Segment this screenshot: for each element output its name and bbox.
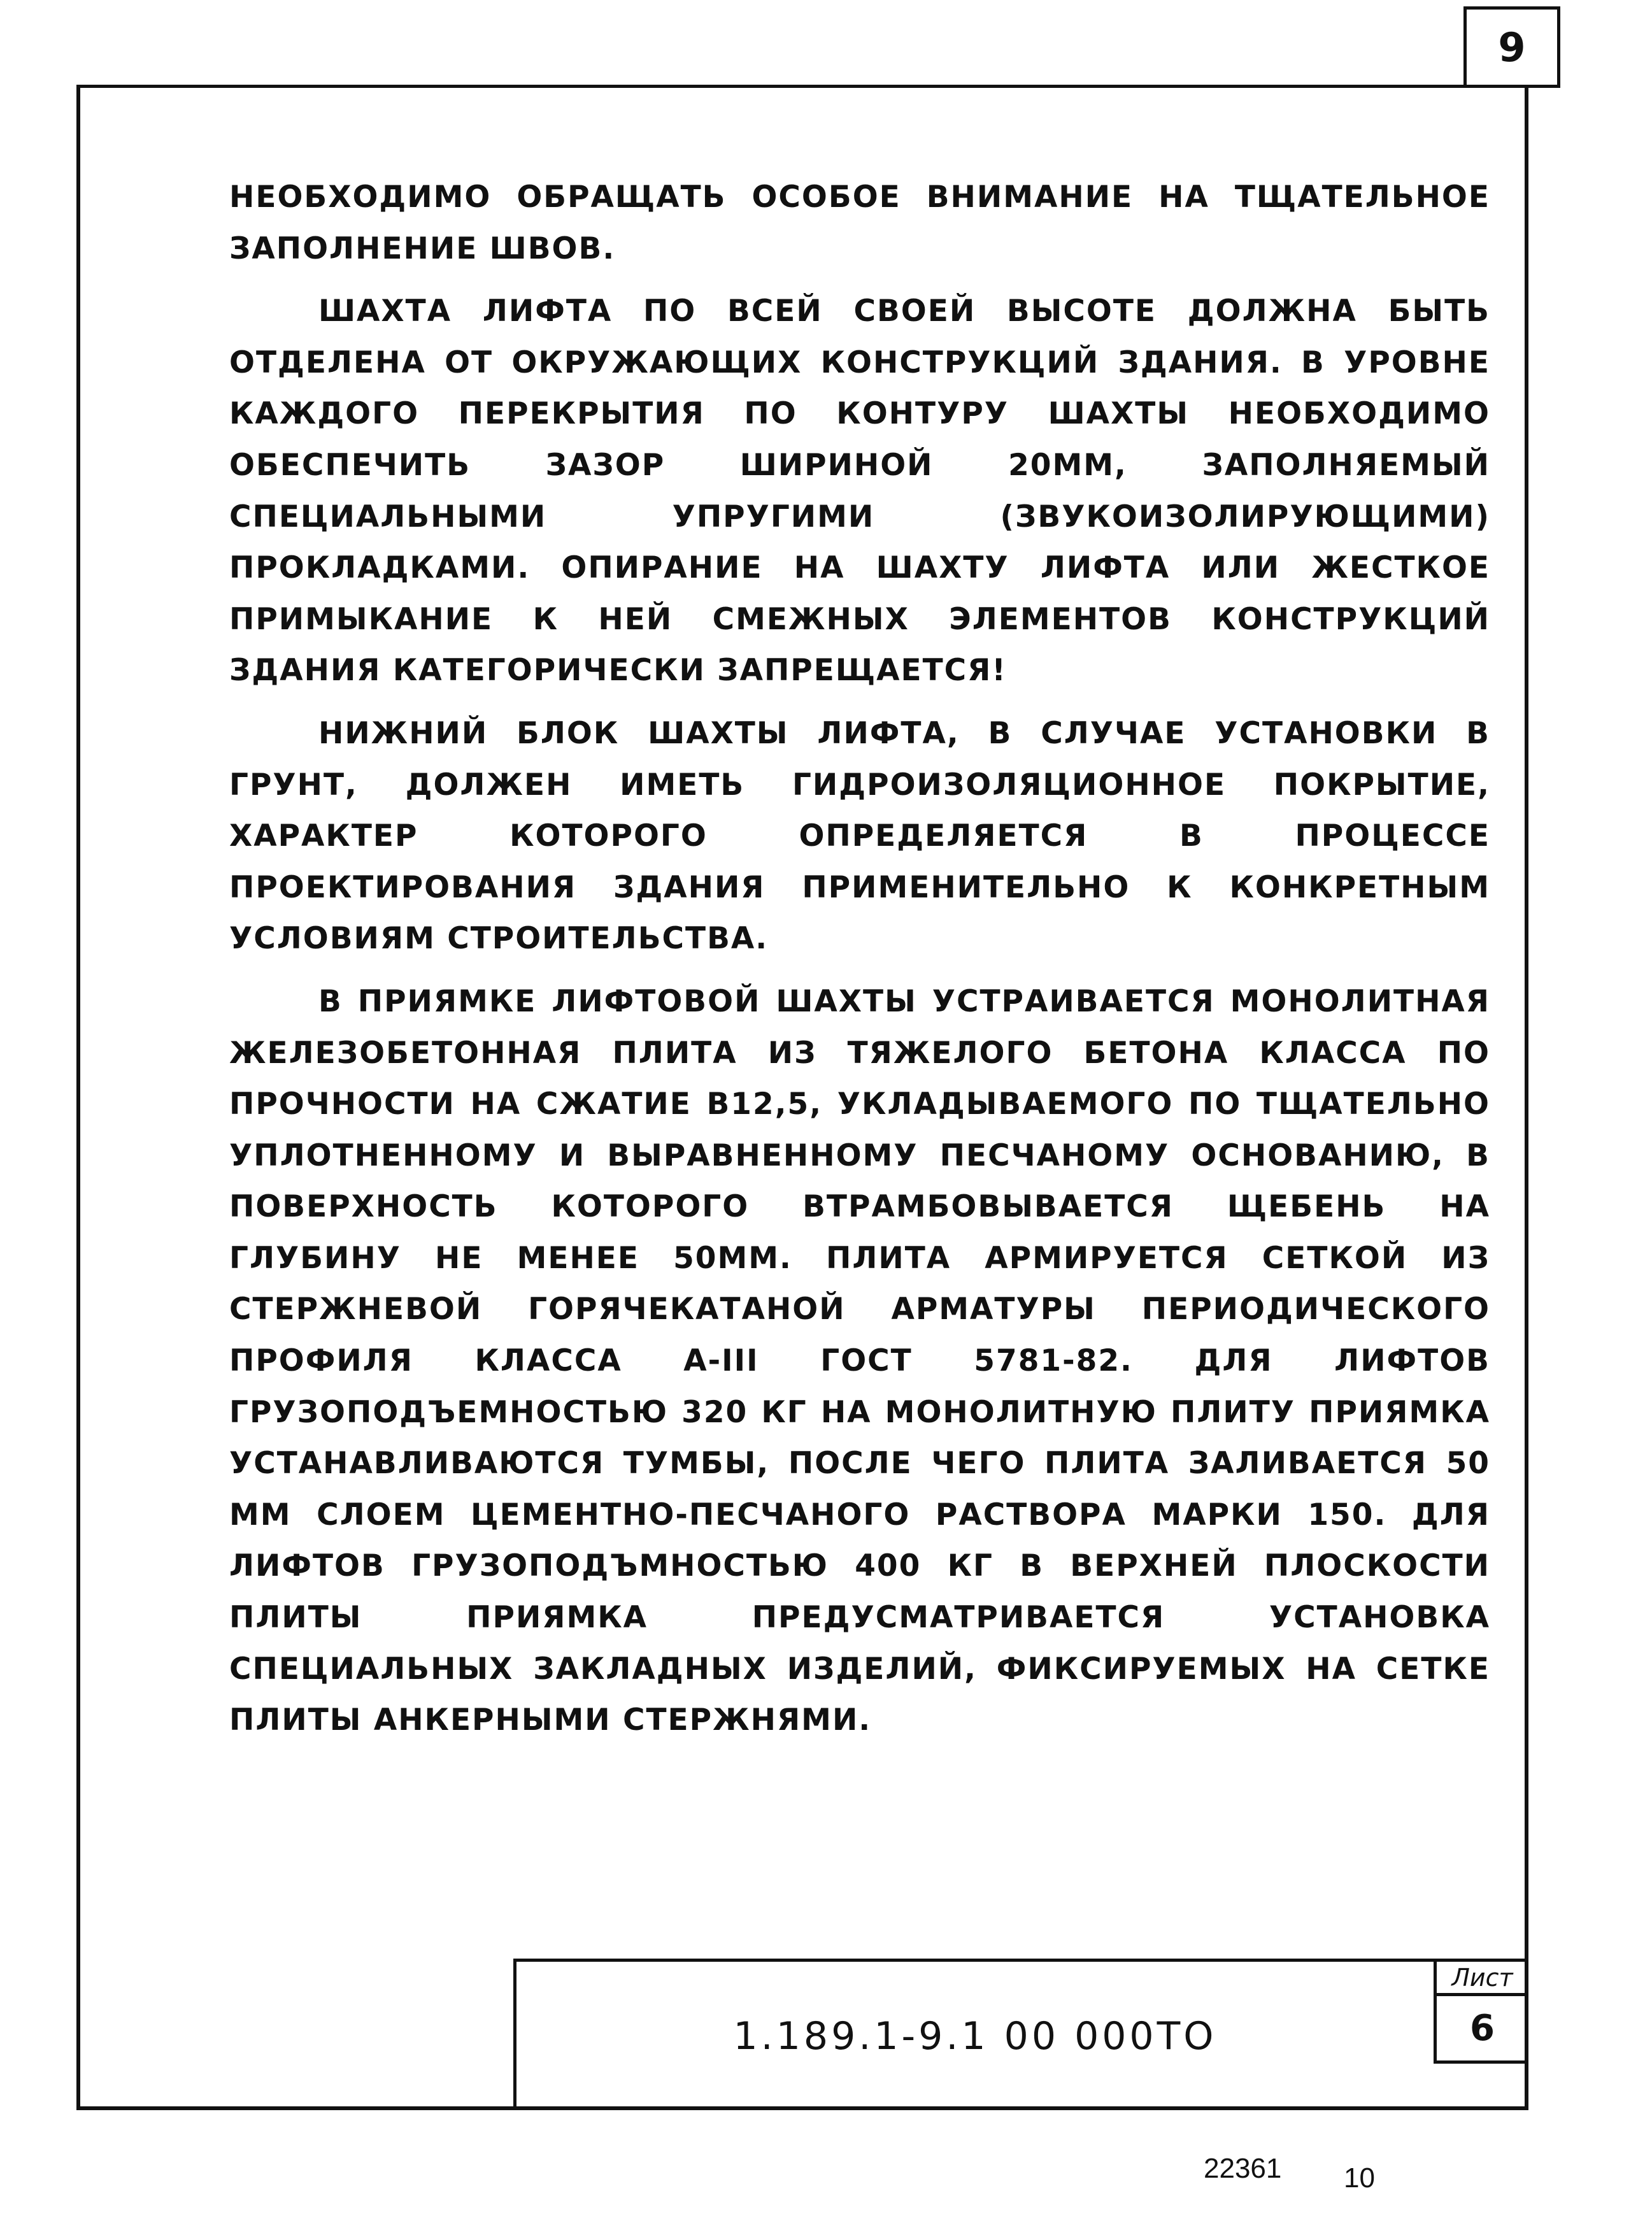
- paragraph-continuation: НЕОБХОДИМО ОБРАЩАТЬ ОСОБОЕ ВНИМАНИЕ НА ТЩАТЕЛЬНОЕ ЗАПОЛНЕНИЕ ШВОВ.: [229, 180, 1490, 266]
- page-number-box: [1463, 6, 1560, 88]
- footer-number: 10: [1344, 2162, 1375, 2194]
- title-block: [513, 1959, 1528, 2110]
- paragraph-shaft-separation: ШАХТА ЛИФТА ПО ВСЕЙ СВОЕЙ ВЫСОТЕ ДОЛЖНА БЫТЬ ОТДЕЛЕНА ОТ ОКРУЖАЮЩИХ КОНСТРУКЦИЙ ЗДАНИЯ. В УРОВНЕ КАЖДОГО ПЕРЕКРЫТИЯ ПО КОНТУРУ ШАХТЫ НЕОБХОДИМО ОБЕСПЕЧИТЬ ЗАЗОР ШИРИНОЙ 20ММ, ЗАПОЛНЯЕМЫЙ СПЕЦИАЛЬНЫМИ УПРУГИМИ (ЗВУКОИЗОЛИРУЮЩИМИ) ПРОКЛАДКАМИ. ОПИРАНИЕ НА ШАХТУ ЛИФТА ИЛИ ЖЕСТКОЕ ПРИМЫКАНИЕ К НЕЙ СМЕЖНЫХ ЭЛЕМЕНТОВ КОНСТРУКЦИЙ ЗДАНИЯ КАТЕГОРИЧЕСКИ ЗАПРЕЩАЕТСЯ!: [229, 294, 1490, 689]
- sheet-cell: [1434, 1962, 1528, 2060]
- paragraph-pit-slab: В ПРИЯМКЕ ЛИФТОВОЙ ШАХТЫ УСТРАИВАЕТСЯ МОНОЛИТНАЯ ЖЕЛЕЗОБЕТОННАЯ ПЛИТА ИЗ ТЯЖЕЛОГО БЕТОНА КЛАССА ПО ПРОЧНОСТИ НА СЖАТИЕ В12,5, УКЛАДЫВАЕМОГО ПО ТЩАТЕЛЬНО УПЛОТНЕННОМУ И ВЫРАВНЕННОМУ ПЕСЧАНОМУ ОСНОВАНИЮ, В ПОВЕРХНОСТЬ КОТОРОГО ВТРАМБОВЫВАЕТСЯ ЩЕБЕНЬ НА ГЛУБИНУ НЕ МЕНЕЕ 50ММ. ПЛИТА АРМИРУЕТСЯ СЕТКОЙ ИЗ СТЕРЖНЕВОЙ ГОРЯЧЕКАТАНОЙ АРМАТУРЫ ПЕРИОДИЧЕСКОГО ПРОФИЛЯ КЛАССА А-III ГОСТ 5781-82. ДЛЯ ЛИФТОВ ГРУЗОПОДЪЕМНОСТЬЮ 320 КГ НА МОНОЛИТНУЮ ПЛИТУ ПРИЯМКА УСТАНАВЛИВАЮТСЯ ТУМБЫ, ПОСЛЕ ЧЕГО ПЛИТА ЗАЛИВАЕТСЯ 50 ММ СЛОЕМ ЦЕМЕНТНО-ПЕСЧАНОГО РАСТВОРА МАРКИ 150. ДЛЯ ЛИФТОВ ГРУЗОПОДЪМНОСТЬЮ 400 КГ В ВЕРХНЕЙ ПЛОСКОСТИ ПЛИТЫ ПРИЯМКА ПРЕДУСМАТРИВАЕТСЯ УСТАНОВКА СПЕЦИАЛЬНЫХ ЗАКЛАДНЫХ ИЗДЕЛИЙ, ФИКСИРУЕМЫХ НА СЕТКЕ ПЛИТЫ АНКЕРНЫМИ СТЕРЖНЯМИ.: [229, 983, 1490, 1738]
- page-number: 9: [1498, 24, 1526, 71]
- sheet-cell-bottom-rule: [1434, 2060, 1528, 2064]
- paragraph-lower-block: НИЖНИЙ БЛОК ШАХТЫ ЛИФТА, В СЛУЧАЕ УСТАНОВКИ В ГРУНТ, ДОЛЖЕН ИМЕТЬ ГИДРОИЗОЛЯЦИОННОЕ ПОКРЫТИЕ, ХАРАКТЕР КОТОРОГО ОПРЕДЕЛЯЕТСЯ В ПРОЦЕССЕ ПРОЕКТИРОВАНИЯ ЗДАНИЯ ПРИМЕНИТЕЛЬНО К КОНКРЕТНЫМ УСЛОВИЯМ СТРОИТЕЛЬСТВА.: [229, 715, 1490, 957]
- sheet-label: Лист: [1437, 1962, 1528, 1996]
- document-designation: 1.189.1-9.1 00 000ТО: [733, 2013, 1217, 2059]
- sheet-number: 6: [1470, 2008, 1495, 2049]
- document-body: [229, 172, 1490, 1758]
- footer-code: 22361: [1204, 2153, 1282, 2184]
